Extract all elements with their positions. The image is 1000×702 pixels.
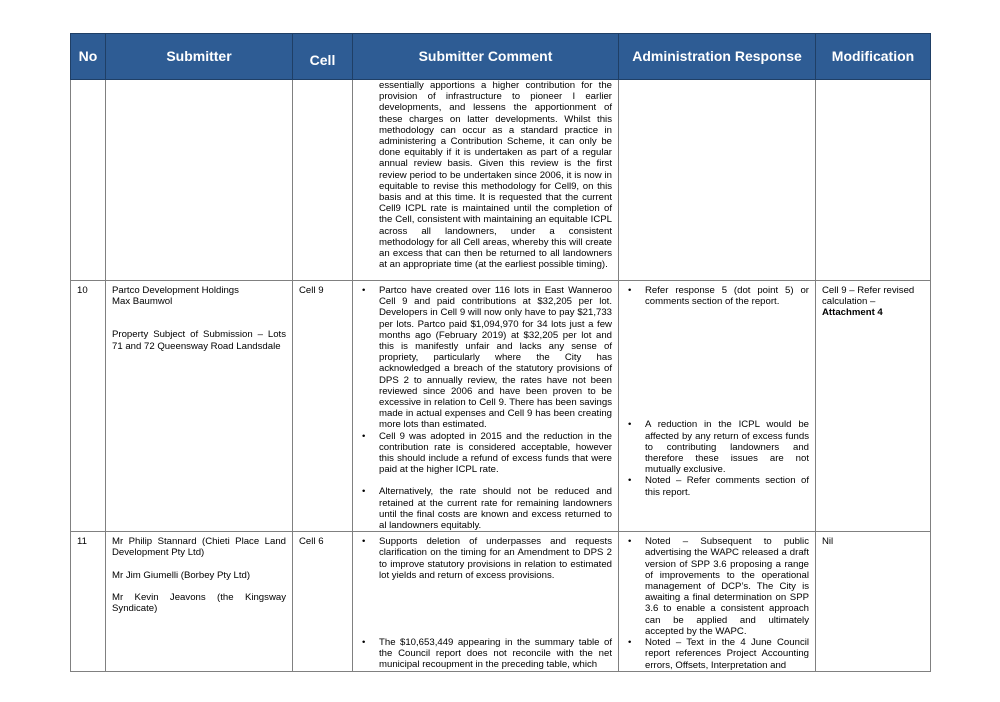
header-administration-response: Administration Response <box>619 34 816 80</box>
row10-comment-1: • Partco have created over 116 lots in East Wanneroo Cell 9 and paid contributions at $32,205 per lot. Developers in Cell 9 will now only have to pay $21,733 per lots. Partco paid $1,094,970 for 34 lots just a few months ago (February 2019) at $32,205 per lot and this is manifestly unfair and lacks any sense of propriety, particularly where the City has acknowledged a breach of the statutory provisions of DPS 2 to annually review, the rates have not been reviewed since 2006 and have been proven to be excessive in relation to Cell 9. There has been savings made in actual expenses and Cell 9 has been creating more lots than estimated. <box>353 285 618 431</box>
header-submitter: Submitter <box>106 34 293 80</box>
row11-cell: Cell 6 <box>299 536 324 548</box>
table-row-10 <box>71 281 931 532</box>
row10-submitter-contact: Max Baumwol <box>112 296 173 308</box>
submissions-table <box>70 33 931 672</box>
row10-attachment-reference: Attachment 4 <box>822 307 883 319</box>
cont-comment-cell <box>353 80 619 281</box>
cont-cell-cell <box>293 80 353 281</box>
row10-no: 10 <box>77 285 88 296</box>
row11-no: 11 <box>77 536 87 548</box>
cont-submitter-cell <box>106 80 293 281</box>
row11-submitter-2: Mr Jim Giumelli (Borbey Pty Ltd) <box>112 569 251 581</box>
row10-response-1: • Refer response 5 (dot point 5) or comments section of the report. <box>619 285 815 307</box>
table-row-continuation <box>71 80 931 281</box>
header-no: No <box>71 34 106 80</box>
row11-submitter-1: Mr Philip Stannard (Chieti Place Land Development Pty Ltd) <box>112 536 286 559</box>
row10-no-cell <box>71 281 106 532</box>
header-submitter-comment: Submitter Comment <box>353 34 619 80</box>
row10-response-3: • Noted – Refer comments section of this report. <box>619 475 815 497</box>
table-header-row <box>71 34 931 80</box>
row10-modification-text: Cell 9 – Refer revised calculation – <box>822 285 915 308</box>
row10-comment-spacer <box>353 475 618 486</box>
row10-submitter-name: Partco Development Holdings <box>112 285 239 296</box>
row10-cell-cell <box>293 281 353 532</box>
header-cell: Cell <box>293 34 353 80</box>
row10-cell: Cell 9 <box>299 285 324 296</box>
row11-comment-spacer <box>353 581 618 637</box>
row10-comment-cell <box>353 281 619 532</box>
row11-response-cell <box>619 532 816 671</box>
row11-submitter-3: Mr Kevin Jeavons (the Kingsway Syndicate) <box>112 591 286 615</box>
row11-no-cell <box>71 532 106 671</box>
row10-modification-cell <box>816 281 931 532</box>
row11-comment-1: • Supports deletion of underpasses and requests clarification on the timing for an Amendment to DPS 2 to improve statutory provisions in relation to estimated lot yields and return of excess provisions. <box>353 536 618 581</box>
cont-response-cell <box>619 80 816 281</box>
row11-comment-2: • The $10,653,449 appearing in the summary table of the Council report does not reconcile with the net municipal recoupment in the preceding table, which <box>353 637 618 671</box>
row10-property-subject: Property Subject of Submission – Lots 71 and 72 Queensway Road Landsdale <box>112 329 286 352</box>
cont-modification-cell <box>816 80 931 281</box>
row10-comment-2: • Cell 9 was adopted in 2015 and the reduction in the contribution rate is considered acceptable, however this should include a refund of excess funds that were paid at the higher ICPL rate. <box>353 431 618 476</box>
row10-response-cell <box>619 281 816 532</box>
row10-comment-3: • Alternatively, the rate should not be reduced and retained at the current rate for remaining landowners until the final costs are known and excess returned to al landowners equitably. <box>353 486 618 531</box>
table-row-11 <box>71 532 931 671</box>
row10-submitter-cell <box>106 281 293 532</box>
row10-response-spacer <box>619 307 815 419</box>
row11-cell-cell <box>293 532 353 671</box>
cont-comment-text: essentially apportions a higher contribution for the provision of infrastructure to pioneer I earlier developments, and lessens the apportionment of these charges on latter developments. Whilst this methodology can occur as a standard practice in administering a Contribution Scheme, it can only be done equitably if it is undertaken as part of a regular annual review basis. Given this review is the first review period to be undertaken since 2006, it is now in equitable to revise this methodology for Cell9, on this basis and at this time. It is requested that the current Cell9 ICPL rate is maintained until the completion of the Cell, consistent with maintaining an equitable ICPL across all landowners, under a consistent methodology for all Cell areas, whereby this will create an excess that can then be returned to all landowners at an appropriate time (at the earliest possible timing). <box>379 80 612 271</box>
row11-response-1: • Noted – Subsequent to public advertising the WAPC released a draft version of SPP 3.6 proposing a range of improvements to the operational management of DCP’s. The City is awaiting a final determination on SPP 3.6 to enable a consistent approach can be applied and ultimately accepted by the WAPC. <box>619 536 815 637</box>
header-modification: Modification <box>816 34 931 80</box>
row10-response-2: • A reduction in the ICPL would be affected by any return of excess funds to contributing landowners and therefore these issues are not mutually exclusive. <box>619 419 815 475</box>
row11-modification: Nil <box>822 536 834 548</box>
row11-response-2: • Noted – Text in the 4 June Council report references Project Accounting errors, Offsets, Interpretation and <box>619 637 815 671</box>
row11-modification-cell <box>816 532 931 671</box>
row11-submitter-cell <box>106 532 293 671</box>
cont-no-cell <box>71 80 106 281</box>
row11-comment-cell <box>353 532 619 671</box>
